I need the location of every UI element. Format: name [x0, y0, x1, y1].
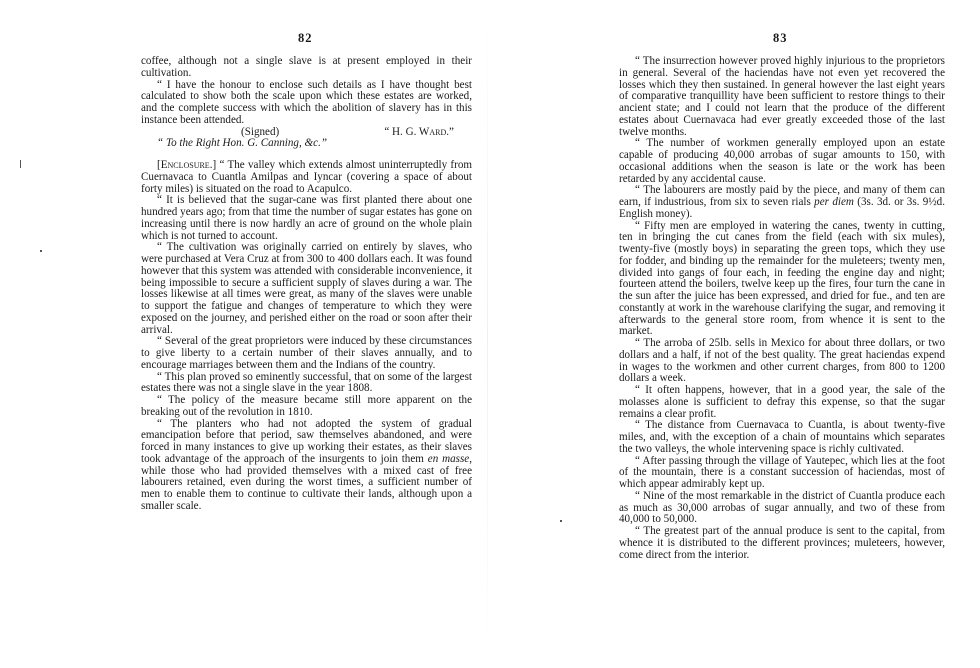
enclosure-label: [Enclosure.] — [157, 159, 217, 171]
right-para-4: “ Fifty men are employed in watering the canes, twenty in cutting, ten in bringing the cut canes from the field (each with six mules), twenty-five (mostly boys) in separating the green tops, which they use for fodder, and binding up the remainder for the muleteers; twenty men, divided into gangs of four each, in feeding the engine day and night; fourteen attend the boilers, twelve keep up the fires, four turn the cane in the sun after the juice has been expressed, and dried for fue., and ten are constantly at work in the warehouse clarifying the sugar, and removing it afterwards to the general store room, from whence it is sent to the market. — [619, 219, 945, 338]
right-page-body — [619, 56, 945, 561]
right-para-8: “ After passing through the village of Yautepec, which lies at the foot of the mountain, there is a constant succession of haciendas, most of which appear admirably kept up. — [619, 454, 945, 490]
scan-speck — [40, 250, 42, 252]
scan-speck — [560, 520, 562, 522]
left-para-9-b: , while those who had provided themselves with a mixed cast of free labourers retained, even during the worst times, a sufficient number of men to enable them to continue to cultivate their lands, although upon a smaller scale. — [141, 452, 472, 512]
right-para-3-a: “ The labourers are mostly paid by the piece, and many of them can earn, if industrious, from six to seven rials — [619, 184, 945, 208]
left-para-9-a: “ The planters who had not adopted the system of gradual emancipation before that period, saw themselves abandoned, and were forced in many instances to give up working their estates, as their slaves took advantage of the approach of the insurgents to join them — [141, 417, 472, 465]
left-para-8: “ The policy of the measure became still more apparent on the breaking out of the revolution in 1810. — [141, 394, 472, 418]
right-para-3-em: per diem — [814, 196, 854, 208]
page-gutter — [487, 0, 488, 668]
left-para-9-em: en masse — [427, 452, 470, 465]
left-para-6: “ Several of the great proprietors were induced by these circumstances to give liberty to a certain number of their slaves annually, and to encourage marriages between them and the Indians of the country. — [141, 335, 472, 371]
left-para-3-text: “ The valley which extends almost uninterruptedly from Cuernavaca to Cuantla Amilpas and Iyncar (covering a space of about forty miles) is situated on the road to Acapulco. — [141, 159, 472, 195]
left-para-7: “ This plan proved so eminently successful, that on some of the largest estates there was not a single slave in the year 1808. — [141, 370, 472, 395]
signed-label: (Signed) — [241, 125, 280, 138]
addressee-line: “ To the Right Hon. G. Canning, &c.” — [157, 137, 328, 150]
right-page-number: 83 — [773, 31, 788, 45]
left-page-body — [141, 56, 472, 513]
left-page-number: 82 — [298, 31, 313, 45]
left-para-9 — [141, 419, 472, 513]
right-para-7: “ The distance from Cuernavaca to Cuantla, is about twenty-five miles, and, with the exception of a chain of mountains which separates the two valleys, the whole intervening space is richly cultivated. — [619, 419, 945, 455]
right-para-9: “ Nine of the most remarkable in the district of Cuantla produce each as much as 30,000 arrobas of sugar annually, and two of these from 40,000 to 50,000. — [619, 489, 945, 526]
left-para-4: “ It is believed that the sugar-cane was first planted there about one hundred years ago; from that time the number of sugar estates has gone on increasing until there is now hardly an acre of ground on the whole plain which is not turned to account. — [141, 194, 472, 242]
signed-name: “ H. G. Ward.” — [384, 125, 454, 138]
left-para-3 — [141, 160, 472, 195]
right-para-3-b: (3s. 3d. or 3s. 9½d. English money). — [619, 196, 945, 220]
right-para-5: “ The arroba of 25lb. sells in Mexico for about three dollars, or two dollars and a half, if not of the best quality. The great haciendas expend in wages to the workmen and other current charges, from 800 to 1200 dollars a week. — [619, 337, 945, 385]
left-para-1: coffee, although not a single slave is at present employed in their cultivation. — [141, 55, 472, 79]
right-para-2: “ The number of workmen generally employed upon an estate capable of producing 40,000 arrobas of sugar amounts to 150, with occasional additions when the season is late or the work has been retarded by any accidental cause. — [619, 137, 945, 185]
right-para-1: “ The insurrection however proved highly injurious to the proprietors in general. Several of the haciendas have not even yet recovered the losses which they then sustained. In general however the last eight years of comparative tranquillity have been sufficient to restore things to their ancient state; and I could not learn that the produce of the different estates about Cuernavaca had ever greatly exceeded those of the last twelve months. — [619, 55, 945, 138]
right-para-6: “ It often happens, however, that in a good year, the sale of the molasses alone is sufficient to defray this expense, so that the sugar remains a clear profit. — [619, 384, 945, 420]
scan-speck — [20, 160, 21, 168]
left-para-2: “ I have the honour to enclose such details as I have thought best calculated to show both the scale upon which these estates are worked, and the complete success with which the abolition of slavery has in this instance been attended. — [141, 78, 472, 126]
left-para-5: “ The cultivation was originally carried on entirely by slaves, who were purchased at Vera Cruz at from 300 to 400 dollars each. It was found however that this system was attended with considerable inconvenience, it being impossible to secure a sufficient supply of slaves during a war. The losses likewise at all times were great, as many of the slaves were unable to support the fatigue and changes of temperature to which they were exposed on the journey, and perished either on the road or soon after their arrival. — [141, 241, 472, 336]
right-para-10: “ The greatest part of the annual produce is sent to the capital, from whence it is distributed to the different provinces; muleteers, however, come direct from the interior. — [619, 525, 945, 561]
right-para-3 — [619, 185, 945, 220]
